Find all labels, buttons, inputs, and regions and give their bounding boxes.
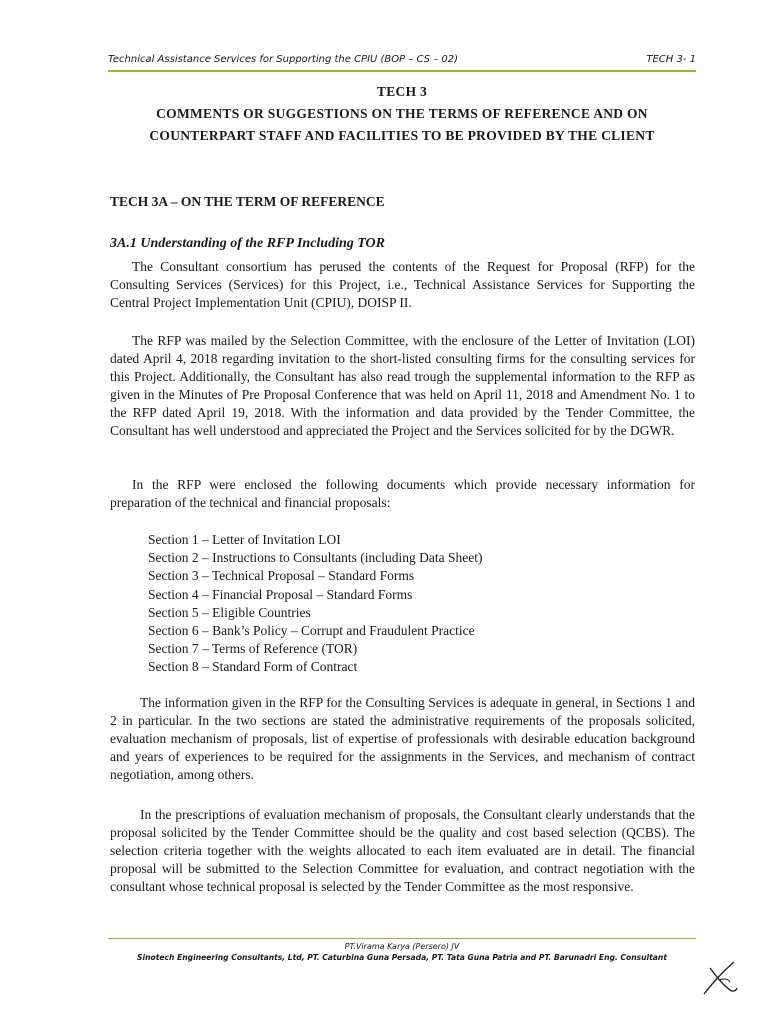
list-item: Section 7 – Terms of Reference (TOR): [148, 641, 358, 657]
page-footer: [108, 938, 696, 963]
header-page-number: TECH 3- 1: [646, 54, 696, 65]
signature-mark-icon: [700, 958, 740, 998]
list-item: Section 1 – Letter of Invitation LOI: [148, 532, 341, 547]
list-item: Section 8 – Standard Form of Contract: [148, 659, 358, 675]
section-heading: TECH 3A – ON THE TERM OF REFERENCE: [110, 194, 385, 209]
footer-consortium-members: Sinotech Engineering Consultants, Ltd, PT. Caturbina Guna Persada, PT. Tata Guna Patria and PT. Barunadri Eng. Consultant: [137, 953, 667, 962]
document-title-line-2: COUNTERPART STAFF AND FACILITIES TO BE PROVIDED BY THE CLIENT: [149, 128, 655, 143]
list-item: Section 2 – Instructions to Consultants (including Data Sheet): [148, 550, 483, 566]
footer-jv-name: PT.Virama Karya (Persero) JV: [344, 942, 460, 951]
header-document-title: Technical Assistance Services for Supporting the CPIU (BOP – CS – 02): [108, 54, 459, 65]
enclosed-sections-list: [148, 531, 482, 677]
list-item: Section 5 – Eligible Countries: [148, 604, 311, 620]
page-header: [108, 52, 696, 72]
list-item: Section 3 – Technical Proposal – Standard Forms: [148, 568, 415, 584]
document-title-code: TECH 3: [376, 84, 428, 99]
list-item: Section 6 – Bank’s Policy – Corrupt and Fraudulent Practice: [148, 623, 475, 639]
subsection-heading: 3A.1 Understanding of the RFP Including TOR: [110, 236, 386, 251]
document-title-line-1: COMMENTS OR SUGGESTIONS ON THE TERMS OF REFERENCE AND ON: [156, 106, 648, 121]
paragraph: The RFP was mailed by the Selection Committee, with the enclosure of the Letter of Invitation (LOI) dated April 4, 2018 regarding invitation to the short-listed consulting firms for the consulting services for this Project. Additionally, the Consultant has also read trough the supplemental information to the RFP as given in the Minutes of Pre Proposal Conference that was held on April 11, 2018 and Amendment No. 1 to the RFP dated April 19, 2018. With the information and data provided by the Tender Committee, the Consultant has well understood and appreciated the Project and the Services solicited for by the DGWR.: [110, 333, 695, 438]
paragraph: The information given in the RFP for the Consulting Services is adequate in general, in Sections 1 and 2 in particular. In the two sections are stated the administrative requirements of the proposals solicited, evaluation mechanism of proposals, list of expertise of professionals with desirable education background and years of experiences to be required for the assignments in the Services, and mechanism of contract negotiation, among others.: [110, 695, 695, 782]
paragraph: In the prescriptions of evaluation mechanism of proposals, the Consultant clearly understands that the proposal solicited by the Tender Committee should be the quality and cost based selection (QCBS). The selection criteria together with the weights allocated to each item evaluated are in detail. The financial proposal will be submitted to the Selection Committee for evaluation, and contract negotiation with the consultant whose technical proposal is selected by the Tender Committee as the most responsive.: [110, 807, 695, 894]
paragraph: The Consultant consortium has perused the contents of the Request for Proposal (RFP) for the Consulting Services (Services) for this Project, i.e., Technical Assistance Services for Supporting the Central Project Implementation Unit (CPIU), DOISP II.: [110, 259, 695, 310]
paragraph: In the RFP were enclosed the following documents which provide necessary information for preparation of the technical and financial proposals:: [110, 477, 695, 510]
list-item: Section 4 – Financial Proposal – Standard Forms: [148, 586, 413, 602]
